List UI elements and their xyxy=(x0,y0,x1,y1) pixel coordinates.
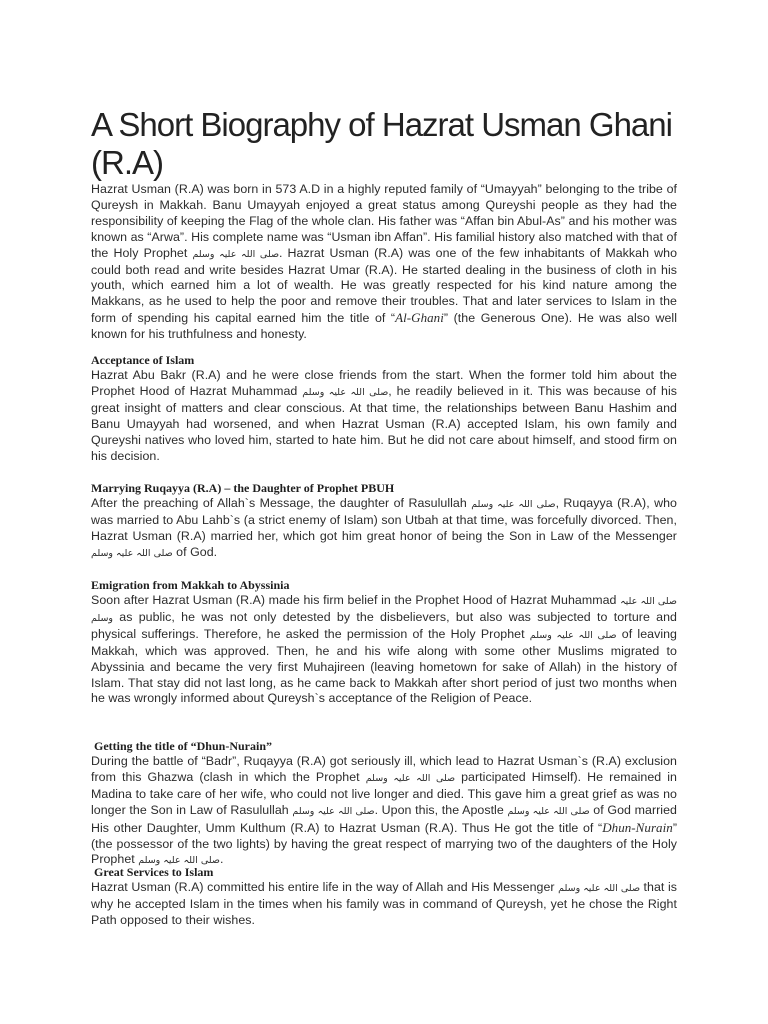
dhun-nurain-paragraph xyxy=(91,754,677,869)
acceptance-paragraph xyxy=(91,368,677,464)
dhun-nurain-text-1: During the battle of “Badr”, Ruqayya (R.A) got seriously ill, which lead to Hazrat Usman`s (R.A) exclusion from this Ghazwa (clash in which the Prophet xyxy=(91,754,677,784)
services-text-2: that is why he accepted Islam in the times when his family was in command of Qureysh, yet he chose the Right Path opposed to their wishes. xyxy=(91,880,678,927)
services-text-1: Hazrat Usman (R.A) committed his entire life in the way of Allah and His Messenger xyxy=(91,880,559,894)
services-heading: Great Services to Islam xyxy=(94,865,214,879)
dhun-nurain-text-2: participated Himself). He remained in Madina to take care of her wife, who could not live longer and died. This gave him a great grief as was no longer the Son in Law of Rasulullah xyxy=(91,769,677,817)
services-paragraph xyxy=(91,880,677,929)
emigration-text-2: as public, he was not only detested by the disbelievers, but also was subjected to torture and physical sufferings. Therefore, he asked the permission of the Holy Prophet xyxy=(91,609,677,641)
pbuh-honorific: صلی اللہ علیہ وسلم xyxy=(365,772,456,784)
emigration-text-1: Soon after Hazrat Usman (R.A) made his firm belief in the Prophet Hood of Hazrat Muhammad xyxy=(91,593,621,607)
dhun-nurain-text-3: . Upon this, the Apostle xyxy=(374,802,508,817)
marrying-text-2: , Ruqayya (R.A), who was married to Abu Lahb`s (a strict enemy of Islam) son Utbah at that time, was forcefully divorced. Then, Hazrat Usman (R.A) married her, which got him great honor of being the Son in Law of the Messenger xyxy=(91,496,677,543)
pbuh-honorific: صلی اللہ علیہ وسلم xyxy=(529,629,617,641)
pbuh-honorific: صلی اللہ علیہ وسلم xyxy=(192,248,280,260)
acceptance-section xyxy=(91,353,677,464)
intro-text-2: . Hazrat Usman (R.A) was one of the few inhabitants of Makkah who could both read and write besides Hazrat Umar (R.A). He started dealing in the business of cloth in his youth, which earned him a lot of wealth. He was greatly respected for his kind nature among the Makkans, as he used to help the poor and remove their troubles. That and later services to Islam in the form of spending his capital earned him the title of “ xyxy=(91,245,678,326)
emigration-text-3: of leaving Makkah, which was approved. Then, he and his wife along with some other Muslims migrated to Abyssinia and became the very first Muhajireen (leaving hometown for sake of Allah) in the history of Islam. That stay did not last long, as he came back to Makkah after short period of just two months when he was wrongly informed about Qureysh`s acceptance of the Religion of Peace. xyxy=(91,626,678,706)
pbuh-honorific: صلی اللہ علیہ وسلم xyxy=(292,805,375,817)
dhun-nurain-text-4: of God married His other Daughter, Umm Kulthum (R.A) to Hazrat Usman (R.A). Thus He got the title of “ xyxy=(91,802,677,835)
pbuh-honorific: صلی اللہ علیہ وسلم xyxy=(138,855,220,867)
pbuh-honorific: صلی اللہ علیہ وسلم xyxy=(91,547,173,559)
emigration-heading: Emigration from Makkah to Abyssinia xyxy=(91,578,290,592)
pbuh-honorific: صلی اللہ علیہ وسلم xyxy=(91,596,677,624)
emigration-paragraph xyxy=(91,593,677,707)
marrying-text-3: of God. xyxy=(172,544,218,559)
intro-text-1: Hazrat Usman (R.A) was born in 573 A.D in a highly reputed family of “Umayyah” belonging to the tribe of Qureysh in Makkah. Banu Umayyah enjoyed a great status among Qureyshi people as they had the responsibility of keeping the Flag of the whole clan. His father was “Affan bin Abul-As” and his mother was known as “Arwa”. His complete name was “Usman ibn Affan”. His familial history also matched with that of the Holy Prophet xyxy=(91,182,677,260)
intro-paragraph xyxy=(91,182,677,343)
page-title: A Short Biography of Hazrat Usman Ghani (R.A) xyxy=(91,106,672,181)
intro-text-3: ” (the Generous One). He was also well known for his truthfulness and honesty. xyxy=(91,311,678,342)
marrying-paragraph xyxy=(91,496,677,562)
pbuh-honorific: صلی اللہ علیہ وسلم xyxy=(471,499,556,510)
marrying-section xyxy=(91,481,677,562)
services-section xyxy=(91,865,677,929)
pbuh-honorific: صلی اللہ علیہ وسلم xyxy=(558,883,641,894)
dhun-nurain-title: Dhun-Nurain xyxy=(602,819,673,835)
acceptance-heading: Acceptance of Islam xyxy=(91,353,195,367)
acceptance-text-1: Hazrat Abu Bakr (R.A) and he were close friends from the start. When the former told him about the Prophet Hood of Hazrat Muhammad xyxy=(91,368,677,398)
marrying-text-1: After the preaching of Allah`s Message, the daughter of Rasulullah xyxy=(91,496,472,510)
dhun-nurain-heading: Getting the title of “Dhun-Nurain” xyxy=(94,739,272,753)
dhun-nurain-text-6: . xyxy=(219,852,224,867)
pbuh-honorific: صلی اللہ علیہ وسلم xyxy=(302,386,389,398)
al-ghani-title: Al-Ghani xyxy=(395,310,444,326)
dhun-nurain-text-5: ” (the possessor of the two lights) by having the great respect of marrying two of the daughters of the Holy Prophet xyxy=(91,820,677,867)
pbuh-honorific: صلی اللہ علیہ وسلم xyxy=(507,805,590,817)
emigration-section xyxy=(91,578,677,707)
dhun-nurain-section xyxy=(91,739,677,869)
intro-section xyxy=(91,182,677,343)
acceptance-text-2: , he readily believed in it. This was because of his great insight of matters and clear conscious. At that time, the relationships between Banu Hashim and Banu Umayyah had worsened, and when Hazrat Usman (R.A) accepted Islam, his own family and Qureyshi natives who loved him, started to hate him. But he did not care about himself, and stood firm on his decision. xyxy=(91,383,677,463)
marrying-heading: Marrying Ruqayya (R.A) – the Daughter of Prophet PBUH xyxy=(91,481,395,495)
